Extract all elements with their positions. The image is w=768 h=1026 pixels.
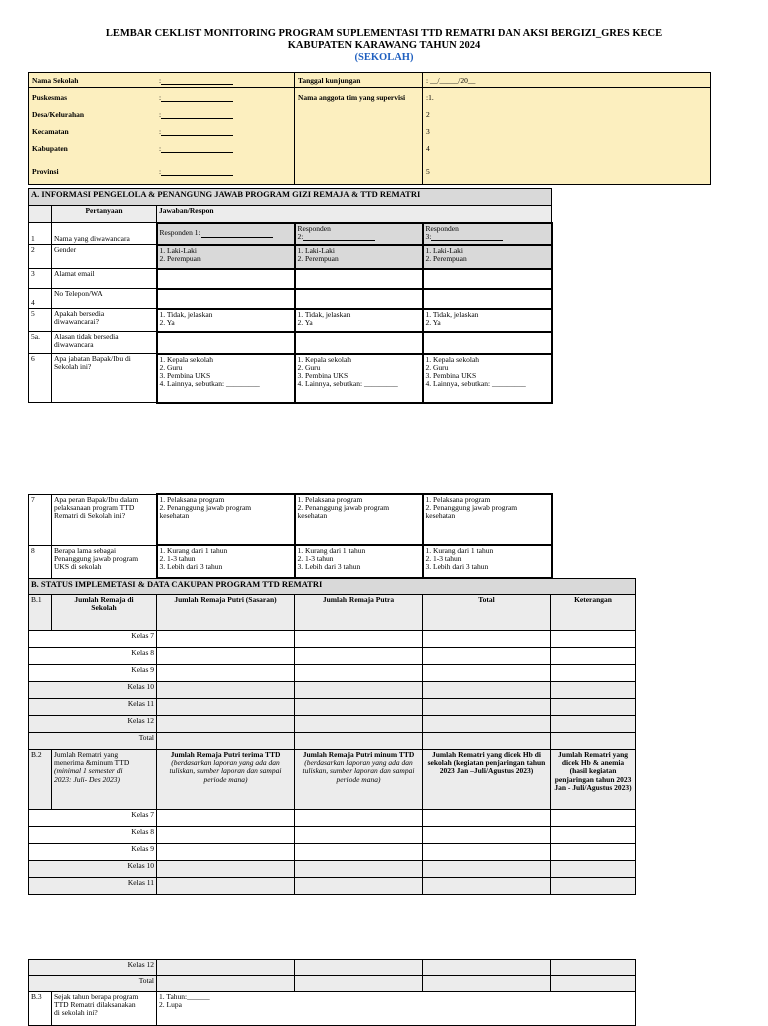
input-cell[interactable] — [551, 682, 636, 699]
q2-answer-3[interactable] — [423, 245, 552, 269]
q3-answer-2[interactable] — [295, 269, 423, 289]
b1-row-label: Kelas 12 — [29, 716, 157, 733]
option: 2. Penanggung jawab program — [159, 503, 252, 513]
input-cell[interactable] — [551, 878, 636, 895]
input-cell[interactable] — [423, 960, 551, 976]
q2-number: 2 — [29, 245, 52, 269]
field-anggota-2[interactable]: 2 — [426, 110, 430, 119]
q5a-number: 5a. — [29, 332, 52, 354]
option: 1. Pelaksana program — [425, 495, 491, 504]
q6-answer-1[interactable] — [157, 354, 295, 403]
section-b-table — [28, 578, 636, 895]
option: 2. Perempuan — [159, 253, 201, 263]
q5a-answer-1[interactable] — [157, 332, 295, 354]
colon: : — [159, 76, 162, 85]
field-provinsi[interactable] — [159, 167, 233, 176]
col-pertanyaan: Pertanyaan — [52, 206, 157, 223]
option: 3. Pembina UKS — [159, 370, 211, 380]
q8-answer-1[interactable] — [157, 545, 295, 578]
field-desa[interactable] — [159, 110, 233, 119]
option: 3. Lebih dari 3 tahun — [297, 562, 361, 572]
option: 4. Lainnya, sebutkan: _________ — [425, 379, 526, 389]
q6-text — [52, 354, 157, 403]
input-cell[interactable] — [551, 665, 636, 682]
q2-text: Gender — [52, 245, 157, 269]
b1-header-total: Total — [423, 595, 551, 631]
input-cell[interactable] — [423, 648, 551, 665]
option: 2. Perempuan — [425, 253, 467, 263]
b1-header-keterangan: Keterangan — [551, 595, 636, 631]
q7-answer-1[interactable] — [157, 494, 295, 545]
q4-answer-2[interactable] — [295, 289, 423, 309]
b2-q-line4: 2023: Juli- Des 2023) — [54, 774, 121, 784]
respondent-2-num: 2: — [297, 231, 304, 241]
field-anggota-1[interactable]: :1. — [426, 93, 434, 102]
colon: : — [159, 144, 162, 153]
label-desa: Desa/Kelurahan — [32, 110, 85, 119]
field-tanggal[interactable]: : __/_____/20__ — [426, 76, 476, 85]
input-cell[interactable] — [157, 976, 295, 992]
label-nama-sekolah: Nama Sekolah — [32, 76, 79, 85]
input-cell[interactable] — [551, 631, 636, 648]
q5a-text — [52, 332, 157, 354]
q8-line3: UKS di sekolah — [54, 561, 102, 571]
q4-number: 4 — [29, 289, 52, 309]
b2-row-label: Kelas 12 — [29, 960, 157, 976]
q8-answer-2[interactable] — [295, 545, 423, 578]
input-cell[interactable] — [551, 733, 636, 750]
q2-answer-1[interactable] — [157, 245, 295, 269]
b1-header-putri: Jumlah Remaja Putri (Sasaran) — [157, 595, 295, 631]
b3-q-line1: Sejak tahun berapa program — [54, 992, 139, 1001]
respondent-2[interactable] — [295, 223, 423, 245]
input-cell[interactable] — [423, 665, 551, 682]
q5a-line1: Alasan tidak bersedia — [54, 332, 119, 341]
input-cell[interactable] — [295, 631, 423, 648]
b2-q-line3: (minimal 1 semester di — [54, 766, 123, 776]
input-cell[interactable] — [295, 699, 423, 716]
input-cell[interactable] — [423, 878, 551, 895]
doc-title-line2: KABUPATEN KARAWANG TAHUN 2024 — [287, 40, 481, 51]
q6-line2: Sekolah ini? — [54, 362, 92, 372]
input-cell[interactable] — [295, 844, 423, 861]
input-cell[interactable] — [295, 665, 423, 682]
q8-number: 8 — [29, 545, 52, 578]
input-cell[interactable] — [423, 861, 551, 878]
input-cell[interactable] — [423, 631, 551, 648]
respondent-2-label: Responden — [297, 223, 331, 233]
label-kabupaten: Kabupaten — [32, 144, 68, 153]
label-anggota: Nama anggota tim yang supervisi — [298, 93, 406, 102]
b3-question — [52, 992, 157, 1026]
field-anggota-4[interactable]: 4 — [426, 144, 430, 153]
label-tanggal: Tanggal kunjungan — [298, 76, 361, 85]
input-cell[interactable] — [551, 844, 636, 861]
q4-text: No Telepon/WA — [52, 289, 157, 309]
label-puskesmas: Puskesmas — [32, 93, 68, 102]
input-cell[interactable] — [157, 844, 295, 861]
input-cell[interactable] — [295, 878, 423, 895]
b3-q-line2: TTD Rematri dilaksanakan — [54, 1000, 136, 1010]
b2-header-anemia: Jumlah Rematri yang dicek Hb & anemia (hasil kegiatan penjaringan tahun 2023 Jan - Juli/Agustus 2023) — [551, 750, 636, 810]
q5-number: 5 — [29, 309, 52, 332]
q6-number: 6 — [29, 354, 52, 403]
respondent-1[interactable] — [157, 223, 295, 245]
option: 1. Pelaksana program — [159, 495, 225, 504]
q6-answer-3[interactable] — [423, 354, 552, 403]
input-cell[interactable] — [423, 682, 551, 699]
option: 2. Guru — [159, 362, 183, 372]
q7-answer-3[interactable] — [423, 494, 552, 545]
respondent-1-label: Responden 1: — [159, 228, 201, 238]
option: 2. Ya — [297, 317, 313, 327]
q5-line1: Apakah bersedia — [54, 309, 105, 318]
option: 1. Laki-Laki — [159, 245, 197, 255]
input-cell[interactable] — [551, 648, 636, 665]
option: 1. Kepala sekolah — [159, 354, 214, 364]
input-cell[interactable] — [157, 665, 295, 682]
option: 1. Kepala sekolah — [425, 354, 480, 364]
option: 2. Penanggung jawab program — [297, 503, 390, 513]
q5-line2: diwawancarai? — [54, 317, 99, 327]
input-cell[interactable] — [551, 827, 636, 844]
b2-header-terima-title: Jumlah Remaja Putri terima TTD — [170, 750, 281, 759]
colon: : — [159, 167, 162, 176]
section-b-title: B. STATUS IMPLEMETASI & DATA CAKUPAN PROGRAM TTD REMATRI — [29, 579, 636, 595]
input-cell[interactable] — [295, 716, 423, 733]
b3-q-line3: di sekolah ini? — [54, 1008, 98, 1018]
label-provinsi: Provinsi — [32, 167, 59, 176]
b2-header-minum-title: Jumlah Remaja Putri minum TTD — [302, 750, 415, 759]
option: 1. Laki-Laki — [425, 245, 463, 255]
input-cell[interactable] — [157, 716, 295, 733]
input-cell[interactable] — [423, 827, 551, 844]
q3-text: Alamat email — [52, 269, 157, 289]
input-cell[interactable] — [551, 960, 636, 976]
option: 1. Laki-Laki — [297, 245, 335, 255]
q6-line1: Apa jabatan Bapak/Ibu di — [54, 354, 131, 363]
option: 4. Lainnya, sebutkan: _________ — [159, 379, 260, 389]
q5a-answer-3[interactable] — [423, 332, 552, 354]
option: 2. Penanggung jawab program — [425, 503, 518, 513]
doc-title-line1: LEMBAR CEKLIST MONITORING PROGRAM SUPLEMENTASI TTD REMATRI DAN AKSI BERGIZI_GRES KECE — [105, 28, 663, 39]
input-cell[interactable] — [157, 810, 295, 827]
field-kecamatan[interactable] — [159, 127, 233, 136]
q4-answer-3[interactable] — [423, 289, 552, 309]
q4-answer-1[interactable] — [157, 289, 295, 309]
b1-header-line2: Sekolah — [91, 603, 117, 613]
option: 1. Kurang dari 1 tahun — [159, 546, 228, 555]
q5-text — [52, 309, 157, 332]
q5-answer-1[interactable] — [157, 309, 295, 332]
q8-line1: Berapa lama sebagai — [54, 545, 117, 555]
q7-line1: Apa peran Bapak/Ibu dalam — [54, 494, 139, 504]
input-cell[interactable] — [157, 699, 295, 716]
input-cell[interactable] — [157, 682, 295, 699]
option: kesehatan — [425, 511, 456, 521]
option: 1. Pelaksana program — [297, 495, 363, 504]
option: 1. Kepala sekolah — [297, 354, 352, 364]
b1-row-label: Kelas 8 — [29, 648, 157, 665]
q5-answer-2[interactable] — [295, 309, 423, 332]
section-a-table — [28, 188, 553, 404]
input-cell[interactable] — [157, 878, 295, 895]
colon: : — [159, 110, 162, 119]
b2-header-minum-note: (berdasarkan laporan yang ada dan tuliskan, sumber laporan dan sampai periode mana) — [302, 758, 415, 784]
respondent-3-num: 3: — [425, 231, 432, 241]
option: 1. Kurang dari 1 tahun — [425, 546, 494, 555]
input-cell[interactable] — [295, 976, 423, 992]
option: 3. Lebih dari 3 tahun — [425, 562, 489, 572]
b2-row-total: Total — [29, 976, 157, 992]
q1-number: 1 — [29, 223, 52, 245]
b2-header-terima — [157, 750, 295, 810]
q8-text — [52, 545, 157, 578]
b1-header-line1: Jumlah Remaja di — [74, 595, 134, 604]
input-cell[interactable] — [423, 844, 551, 861]
option: 4. Lainnya, sebutkan: _________ — [297, 379, 398, 389]
option: 1. Tahun:______ — [159, 992, 210, 1001]
b1-row-label: Kelas 11 — [29, 699, 157, 716]
b3-number: B.3 — [29, 992, 52, 1026]
b2-header-terima-note: (berdasarkan laporan yang ada dan tuliskan, sumber laporan dan sampai periode mana) — [169, 758, 282, 784]
input-cell[interactable] — [157, 861, 295, 878]
b1-row-label: Kelas 7 — [29, 631, 157, 648]
b2-question — [52, 750, 157, 810]
option: 3. Pembina UKS — [425, 370, 477, 380]
input-cell[interactable] — [423, 810, 551, 827]
q7-line3: Rematri di Sekolah ini? — [54, 510, 126, 520]
q3-answer-3[interactable] — [423, 269, 552, 289]
q6-answer-2[interactable] — [295, 354, 423, 403]
q5-answer-3[interactable] — [423, 309, 552, 332]
colon: : — [159, 93, 162, 102]
input-cell[interactable] — [295, 960, 423, 976]
input-cell[interactable] — [295, 861, 423, 878]
input-cell[interactable] — [423, 976, 551, 992]
option: 1. Tidak, jelaskan — [159, 309, 213, 319]
input-cell[interactable] — [295, 733, 423, 750]
b2-header-minum — [295, 750, 423, 810]
b2-number: B.2 — [29, 750, 52, 810]
b1-row-label: Kelas 9 — [29, 665, 157, 682]
q1-text: Nama yang diwawancara — [52, 223, 157, 245]
option: 3. Pembina UKS — [297, 370, 349, 380]
input-cell[interactable] — [157, 733, 295, 750]
colon: : — [159, 127, 162, 136]
input-cell[interactable] — [295, 810, 423, 827]
field-nama-sekolah[interactable] — [159, 76, 233, 85]
input-cell[interactable] — [157, 631, 295, 648]
b2-row-label: Kelas 8 — [29, 827, 157, 844]
option: 2. 1-3 tahun — [425, 554, 462, 564]
option: 1. Tidak, jelaskan — [297, 309, 351, 319]
option: 2. Ya — [159, 317, 175, 327]
option: 2. Lupa — [159, 1000, 182, 1010]
q7-line2: pelaksanaan program TTD — [54, 502, 135, 512]
input-cell[interactable] — [551, 716, 636, 733]
input-cell[interactable] — [551, 861, 636, 878]
q2-answer-2[interactable] — [295, 245, 423, 269]
field-puskesmas[interactable] — [159, 93, 233, 102]
field-anggota-3[interactable]: 3 — [426, 127, 430, 136]
q7-answer-2[interactable] — [295, 494, 423, 545]
q8-answer-3[interactable] — [423, 545, 552, 578]
input-cell[interactable] — [157, 648, 295, 665]
b2-row-label: Kelas 7 — [29, 810, 157, 827]
input-cell[interactable] — [295, 827, 423, 844]
option: 2. Perempuan — [297, 253, 339, 263]
input-cell[interactable] — [551, 699, 636, 716]
col-jawaban: Jawaban/Respon — [157, 206, 552, 223]
option: kesehatan — [159, 511, 190, 521]
option: 2. Ya — [425, 317, 441, 327]
field-anggota-5[interactable]: 5 — [426, 167, 430, 176]
q5a-answer-2[interactable] — [295, 332, 423, 354]
option: 1. Tidak, jelaskan — [425, 309, 479, 319]
b2-row-label: Kelas 10 — [29, 861, 157, 878]
section-a-continued — [28, 493, 553, 579]
input-cell[interactable] — [295, 682, 423, 699]
b2-q-line2: menerima &minum TTD — [54, 758, 130, 768]
option: kesehatan — [297, 511, 328, 521]
q7-number: 7 — [29, 494, 52, 545]
b1-number: B.1 — [29, 595, 52, 631]
field-kabupaten[interactable] — [159, 144, 233, 153]
input-cell[interactable] — [551, 976, 636, 992]
section-a-title: A. INFORMASI PENGELOLA & PENANGUNG JAWAB PROGRAM GIZI REMAJA & TTD REMATRI — [29, 189, 552, 206]
option: 2. 1-3 tahun — [159, 554, 196, 564]
input-cell[interactable] — [157, 827, 295, 844]
b1-header-putra: Jumlah Remaja Putra — [295, 595, 423, 631]
input-cell[interactable] — [295, 648, 423, 665]
option: 3. Lebih dari 3 tahun — [159, 562, 223, 572]
q5a-line2: diwawancara — [54, 340, 94, 350]
option: 2. Guru — [425, 362, 449, 372]
option: 2. Guru — [297, 362, 321, 372]
q3-number: 3 — [29, 269, 52, 289]
input-cell[interactable] — [423, 716, 551, 733]
input-cell[interactable] — [423, 699, 551, 716]
b3-answer[interactable] — [157, 992, 636, 1026]
doc-title-line3: (SEKOLAH) — [354, 52, 414, 63]
b1-row-total: Total — [29, 733, 157, 750]
section-b-continued — [28, 959, 636, 1026]
b1-row-label: Kelas 10 — [29, 682, 157, 699]
blank-cell — [29, 206, 52, 223]
b1-header-remaja — [52, 595, 157, 631]
respondent-3-label: Responden — [425, 223, 459, 233]
input-cell[interactable] — [423, 733, 551, 750]
input-cell[interactable] — [551, 810, 636, 827]
option: 2. 1-3 tahun — [297, 554, 334, 564]
q3-answer-1[interactable] — [157, 269, 295, 289]
info-box — [28, 72, 711, 185]
respondent-3[interactable] — [423, 223, 552, 245]
label-kecamatan: Kecamatan — [32, 127, 69, 136]
b2-q-line1: Jumlah Rematri yang — [54, 750, 119, 759]
b2-header-hb: Jumlah Rematri yang dicek Hb di sekolah (kegiatan penjaringan tahun 2023 Jan –Juli/Agustus 2023) — [423, 750, 551, 810]
q7-text — [52, 494, 157, 545]
option: 1. Kurang dari 1 tahun — [297, 546, 366, 555]
input-cell[interactable] — [157, 960, 295, 976]
b2-row-label: Kelas 9 — [29, 844, 157, 861]
b2-row-label: Kelas 11 — [29, 878, 157, 895]
q8-line2: Penanggung jawab program — [54, 553, 139, 563]
